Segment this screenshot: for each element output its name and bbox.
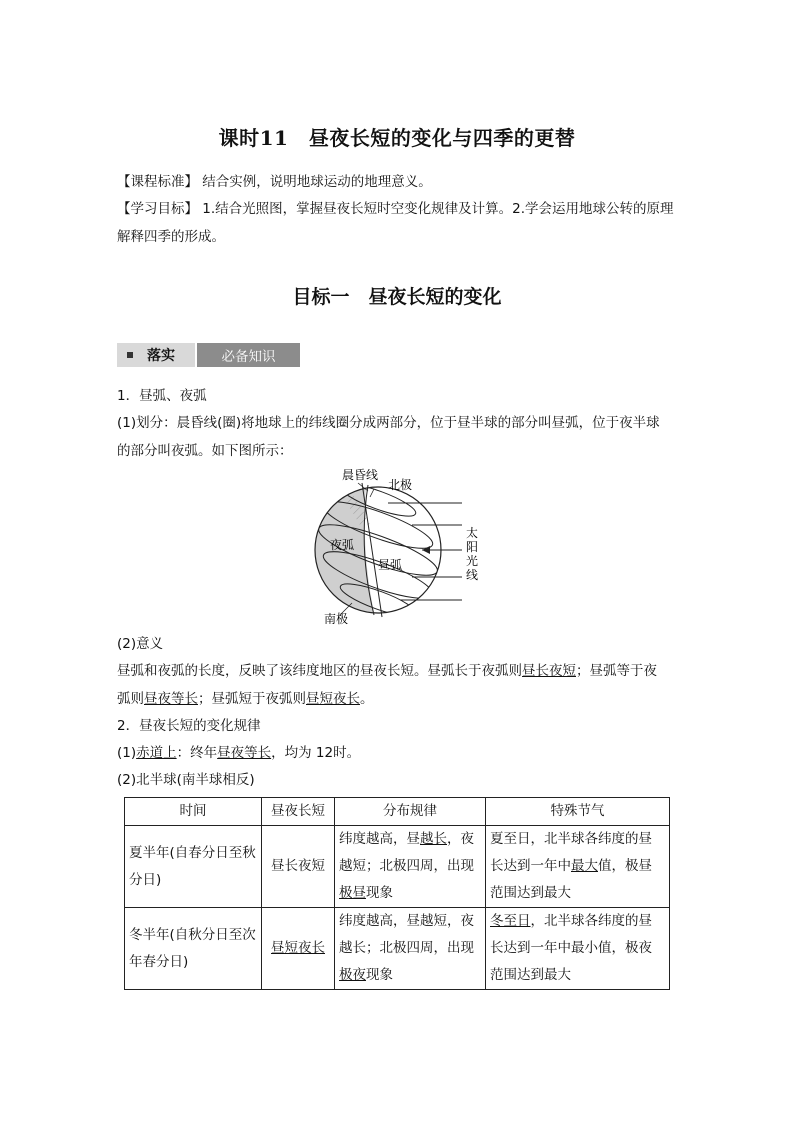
solar-text: 夏至日，北半球各纬度的昼长达到一年中 xyxy=(490,831,652,874)
label-sun-ray-1: 太 xyxy=(466,526,479,540)
item1-meaning-heading: (2)意义 xyxy=(117,636,164,652)
section-title: 目标一 昼夜长短的变化 xyxy=(292,286,502,308)
dist-text: ，夜越短；北极四周，出现 xyxy=(339,831,474,874)
square-bullet-icon xyxy=(127,352,133,358)
equator-answer-2: 昼夜等长 xyxy=(217,745,272,761)
leader-north xyxy=(370,489,374,497)
item2-heading: 2．昼夜长短的变化规律 xyxy=(117,718,261,734)
label-sun-ray-2: 阳 xyxy=(466,540,479,554)
dist-answer: 极夜 xyxy=(339,967,366,983)
solar-answer: 冬至日 xyxy=(490,913,531,929)
cell-distribution xyxy=(335,826,486,908)
section-banner xyxy=(117,343,300,367)
cell-length xyxy=(262,908,335,990)
label-day-arc: 昼弧 xyxy=(378,558,403,572)
dist-answer: 极昼 xyxy=(339,885,366,901)
solar-text: 值，极昼范围达到最大 xyxy=(490,858,652,901)
day-length-rules-table xyxy=(124,797,670,990)
sun-ray-arrow-icon xyxy=(422,546,430,554)
lesson-title: 课时11 昼夜长短的变化与四季的更替 xyxy=(218,126,576,150)
cell-time: 冬半年(自秋分日至次年春分日) xyxy=(125,908,262,990)
header-time: 时间 xyxy=(125,798,262,826)
meaning-answer-2: 昼夜等长 xyxy=(144,690,198,707)
dist-answer: 越长 xyxy=(420,831,447,847)
cell-time: 夏半年(自春分日至秋分日) xyxy=(125,826,262,908)
cell-solar-term xyxy=(486,908,670,990)
equator-num: (1) xyxy=(117,745,137,761)
cell-distribution xyxy=(335,908,486,990)
label-south-pole: 南极 xyxy=(324,612,349,626)
cell-solar-term xyxy=(486,826,670,908)
division-line2: 的部分叫夜弧。如下图所示： xyxy=(117,442,293,459)
banner-left xyxy=(117,343,195,367)
dist-text: 现象 xyxy=(366,885,393,901)
meaning-answer-3: 昼短夜长 xyxy=(306,690,360,707)
dist-text: 纬度越高，昼越短，夜越长；北极四周，出现 xyxy=(339,913,474,956)
equator-text-b: ，均为 12时。 xyxy=(271,745,361,761)
header-distribution: 分布规律 xyxy=(335,798,486,826)
course-standard xyxy=(117,169,677,197)
dist-text: 纬度越高，昼 xyxy=(339,831,420,847)
label-terminator: 晨昏线 xyxy=(342,468,379,482)
label-night-arc: 夜弧 xyxy=(330,538,355,552)
equator-text-a: ：终年 xyxy=(176,745,218,761)
dist-text: 现象 xyxy=(366,967,393,983)
length-answer: 昼短夜长 xyxy=(271,940,325,956)
meaning-text-a: 昼弧和夜弧的长度，反映了该纬度地区的昼夜长短。昼弧长于夜弧则 xyxy=(117,663,522,679)
banner-left-label: 落实 xyxy=(147,348,175,364)
cell-length: 昼长夜短 xyxy=(262,826,335,908)
item1-meaning xyxy=(117,658,677,713)
meaning-answer-1: 昼长夜短 xyxy=(522,663,576,679)
label-sun-ray-3: 光 xyxy=(466,554,479,568)
objective-line1: 1.结合光照图，掌握昼夜长短时空变化规律及计算。2.学会运用地球公转的原理 xyxy=(202,201,674,217)
header-length: 昼夜长短 xyxy=(262,798,335,826)
standard-tag: 【课程标准】 xyxy=(117,174,198,190)
item1-division xyxy=(117,410,677,465)
solar-answer: 最大 xyxy=(571,858,598,874)
standard-text: 结合实例，说明地球运动的地理意义。 xyxy=(202,174,432,190)
item1-heading: 1．昼弧、夜弧 xyxy=(117,388,207,404)
objective-tag: 【学习目标】 xyxy=(117,201,198,217)
table-row xyxy=(125,826,670,908)
equator-answer: 赤道上 xyxy=(136,745,177,761)
banner-right: 必备知识 xyxy=(197,343,300,367)
table-header-row xyxy=(125,798,670,826)
division-line1: (1)划分：晨昏线(圈)将地球上的纬线圈分成两部分，位于昼半球的部分叫昼弧，位于夜半球 xyxy=(117,415,660,431)
day-night-arc-diagram xyxy=(300,465,500,627)
item2-northern: (2)北半球(南半球相反) xyxy=(117,772,255,788)
meaning-text-e: 。 xyxy=(360,690,374,707)
item2-equator xyxy=(117,740,677,768)
label-sun-ray-4: 线 xyxy=(466,568,479,582)
label-north-pole: 北极 xyxy=(388,478,413,492)
table-row xyxy=(125,908,670,990)
meaning-text-c: 弧则 xyxy=(117,690,144,707)
meaning-text-d: ；昼弧短于夜弧则 xyxy=(198,690,306,707)
objective-line2: 解释四季的形成。 xyxy=(117,228,225,245)
learning-objective xyxy=(117,196,677,251)
solar-text: ，北半球各纬度的昼长达到一年中最小值，极夜范围达到最大 xyxy=(490,913,652,983)
header-solar-term: 特殊节气 xyxy=(486,798,670,826)
meaning-text-b: ；昼弧等于夜 xyxy=(576,663,657,679)
